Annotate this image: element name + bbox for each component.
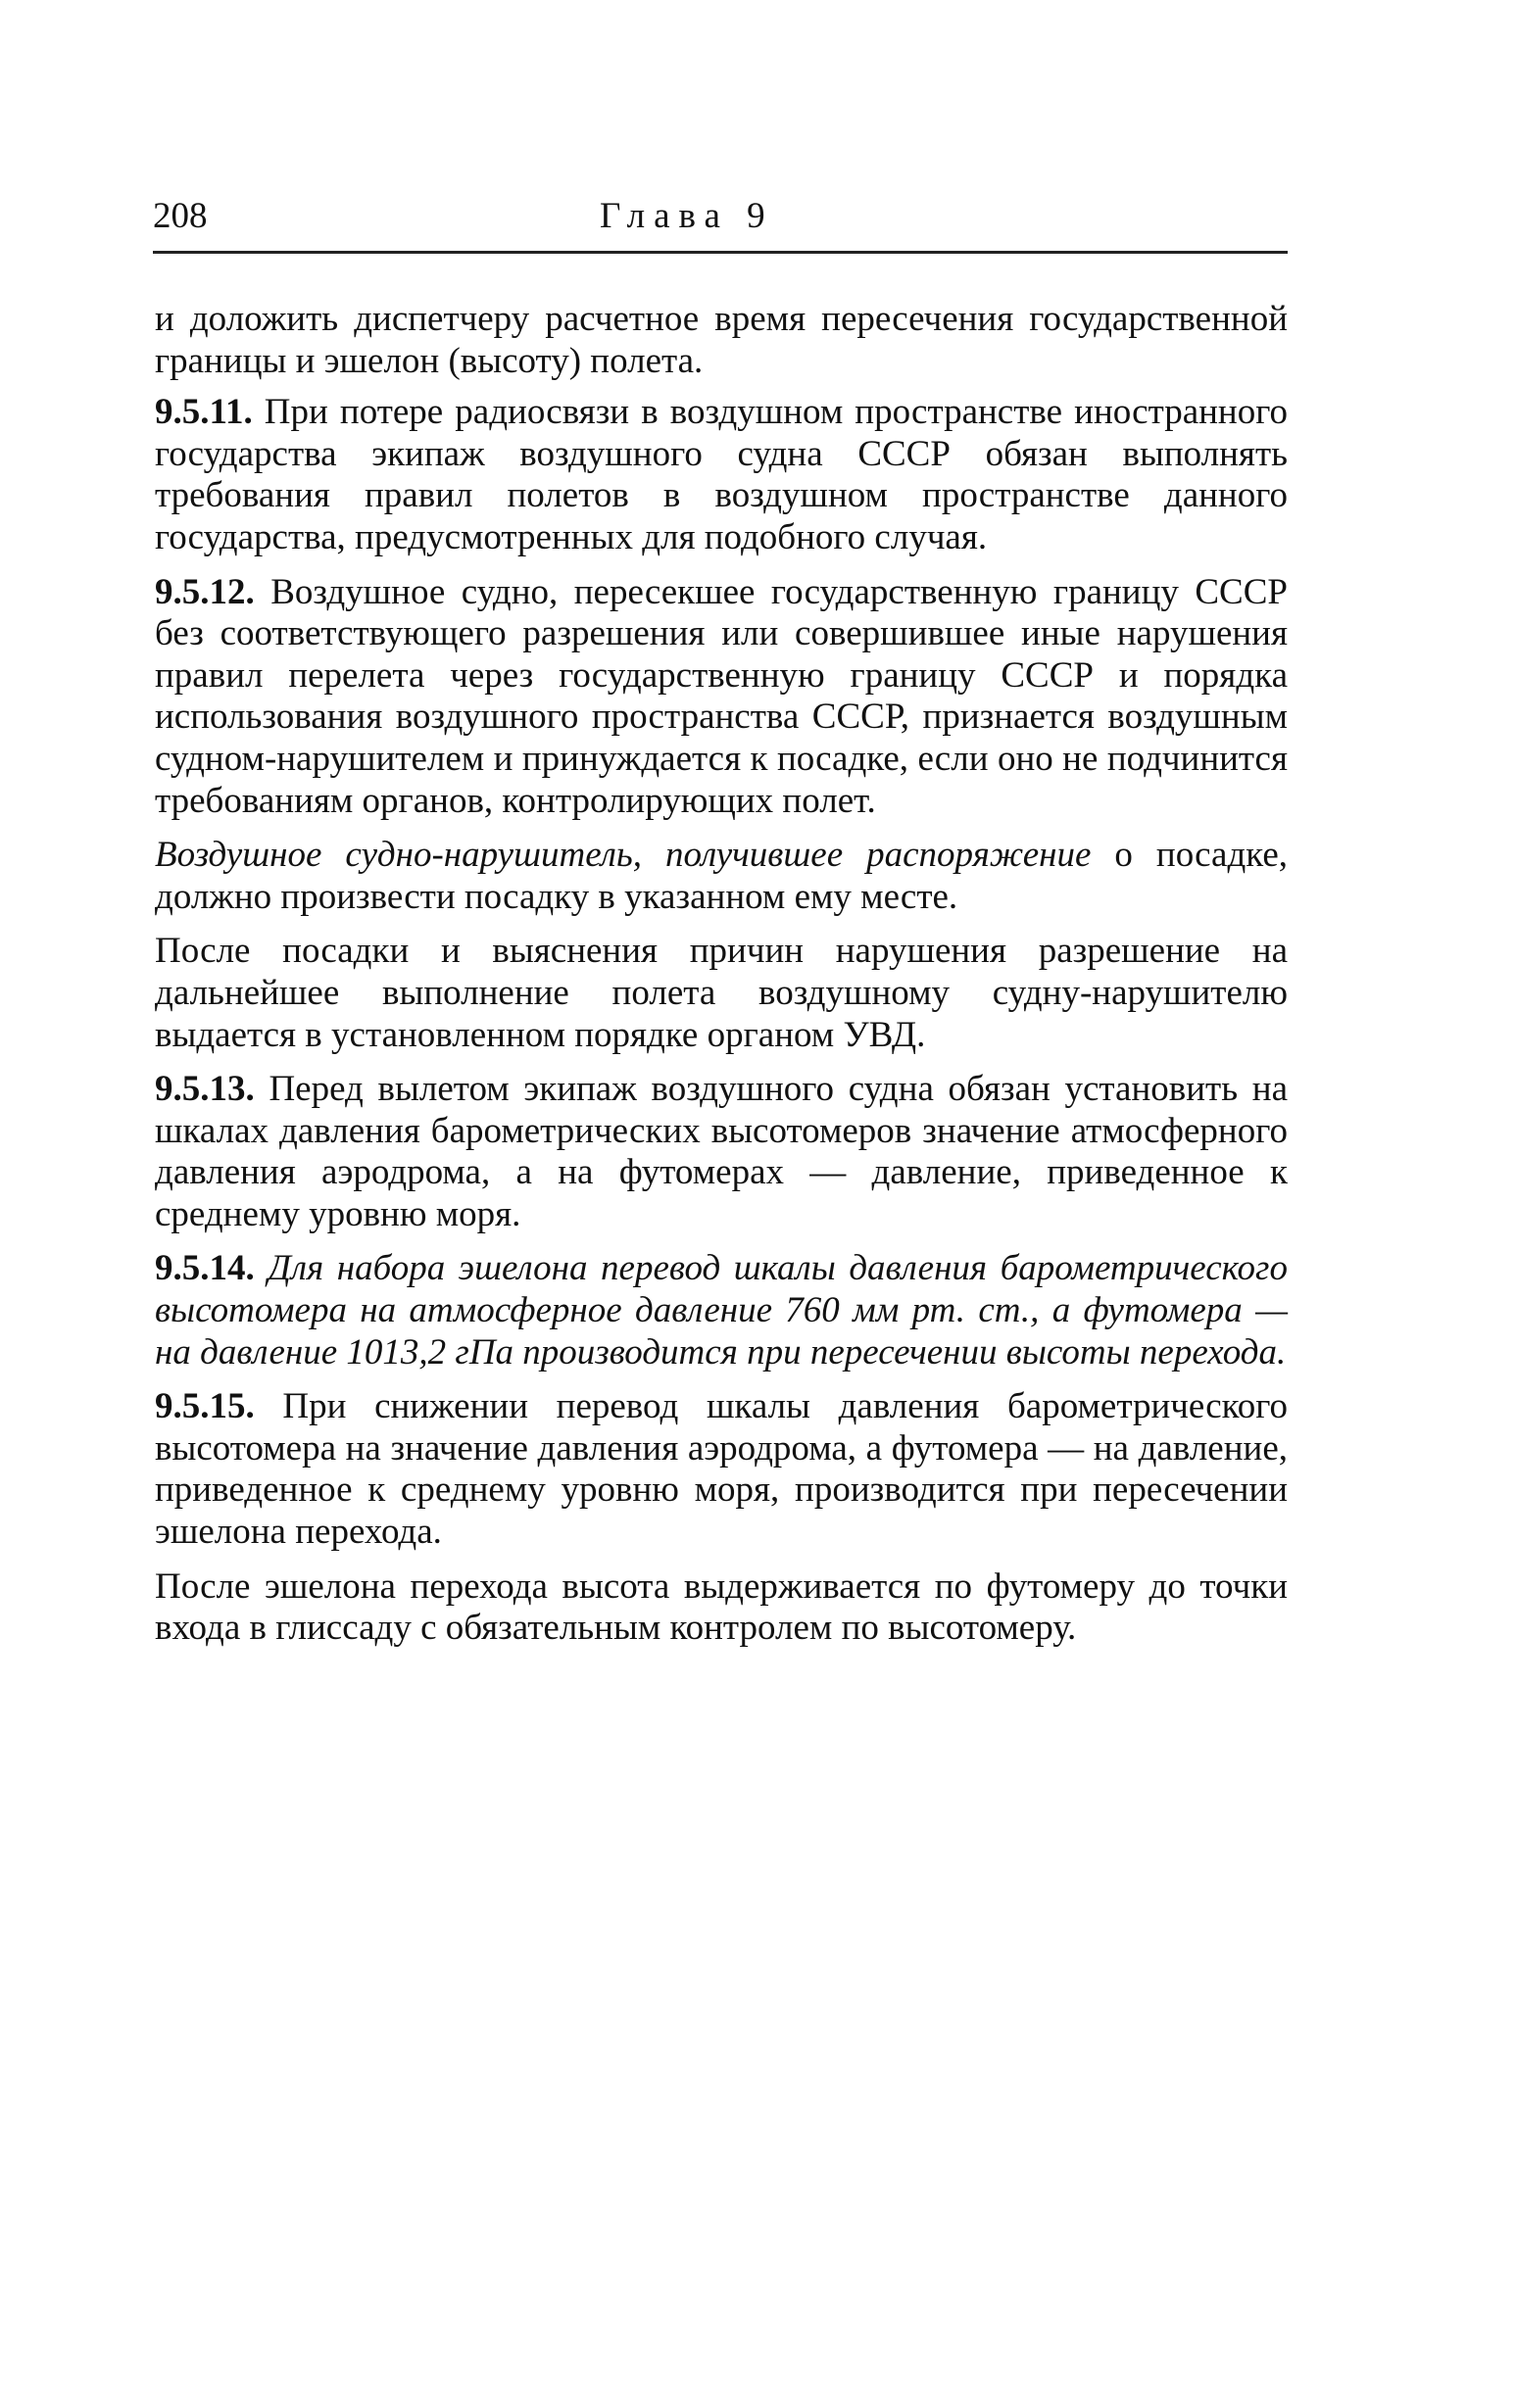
section-9-5-13 <box>155 1069 1288 1235</box>
section-number: 9.5.14. <box>155 1248 255 1289</box>
paragraph-text: После посадки и выяснения причин нарушения разрешение на дальнейшее выполнение полета воздушному судну-нарушителю выдается в установленном порядке органом УВД. <box>155 931 1288 1055</box>
section-number: 9.5.13. <box>155 1069 255 1110</box>
italic-lead: Воздушное судно-нарушитель, получившее распоряжение <box>155 835 1092 876</box>
paragraph-text: Для набора эшелона перевод шкалы давления барометрического высотомера на атмосферное давление 760 мм рт. ст., а футомера — на давление 1013,2 гПа производится при пересечении высоты перехода. <box>155 1248 1288 1373</box>
paragraph-text: и доложить диспетчеру расчетное время пересечения государственной границы и эшелон (высоту) полета. <box>155 299 1288 381</box>
paragraph-text: После эшелона перехода высота выдерживается по футомеру до точки входа в глиссаду с обязательным контролем по высотомеру. <box>155 1565 1288 1649</box>
paragraph <box>155 931 1288 1056</box>
section-9-5-12 <box>155 572 1288 823</box>
paragraph <box>155 1566 1288 1650</box>
section-number: 9.5.15. <box>155 1386 255 1427</box>
paragraph-text: о посадке, должно произвести посадку в указанном ему месте. <box>155 835 1289 917</box>
paragraph <box>155 835 1288 918</box>
paragraph-text: При потере радиосвязи в воздушном пространстве иностранного государства экипаж воздушного судна СССР обязан выполнять требования правил полетов в воздушном пространстве данного государства, предусмотренных для подобного случая. <box>155 392 1288 557</box>
running-head: Глава 9 <box>600 196 774 236</box>
header-rule <box>153 251 1288 254</box>
paragraph-text: Перед вылетом экипаж воздушного судна обязан установить на шкалах давления барометрических высотомеров значение атмосферного давления аэродрома, а на футомерах — давление, приведенное к среднему уровню моря. <box>155 1069 1288 1234</box>
body-text <box>155 299 1288 1662</box>
section-9-5-14 <box>155 1248 1288 1373</box>
section-9-5-11 <box>155 392 1288 558</box>
page-number: 208 <box>153 196 208 236</box>
section-number: 9.5.12. <box>155 571 255 612</box>
page-header <box>153 194 1288 249</box>
section-9-5-15 <box>155 1386 1288 1553</box>
paragraph-text: При снижении перевод шкалы давления барометрического высотомера на значение давления аэродрома, а футомера — на давление, приведенное к среднему уровню моря, производится при пересечении эшелона перехода. <box>155 1386 1288 1553</box>
paragraph <box>155 299 1288 382</box>
paragraph-text: Воздушное судно, пересекшее государственную границу СССР без соответствующего разрешения или совершившее иные нарушения правил перелета через государственную границу СССР и порядка использования воздушного пространства СССР, признается воздушным судном-нарушителем и принуждается к посадке, если оно не подчинится требованиям органов, контролирующих полет. <box>155 571 1288 821</box>
section-number: 9.5.11. <box>155 392 253 433</box>
